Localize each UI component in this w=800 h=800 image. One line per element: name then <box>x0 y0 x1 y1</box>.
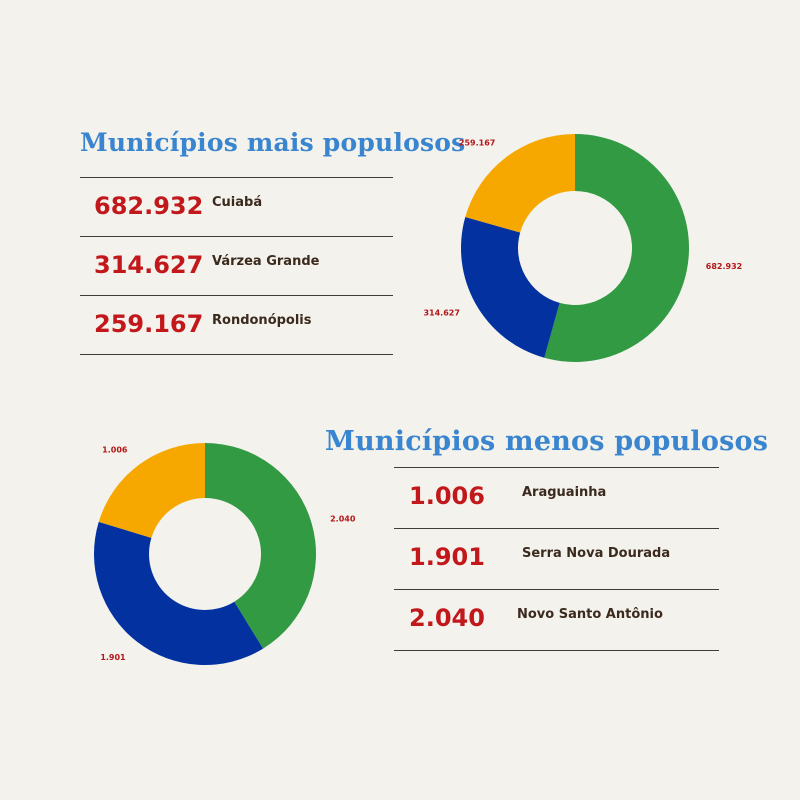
ranking-row <box>394 589 719 651</box>
least-populous-title: Municípios menos populosos <box>325 426 769 457</box>
donut-slice-varzea-grande <box>461 217 560 358</box>
donut-slice-araguainha <box>99 443 205 538</box>
least-populous-ranking <box>394 467 719 651</box>
donut-slice-label: 314.627 <box>423 308 460 318</box>
ranking-row <box>394 467 719 528</box>
ranking-row <box>80 295 393 355</box>
population-value: 259.167 <box>94 310 204 338</box>
donut-slice-label: 259.167 <box>458 138 496 148</box>
donut-slice-serra-nova-dourada <box>94 522 263 665</box>
municipality-name: Serra Nova Dourada <box>522 546 671 561</box>
donut-slice-label: 1.006 <box>102 445 128 455</box>
population-value: 314.627 <box>94 251 204 279</box>
ranking-row <box>80 236 393 295</box>
donut-slice-label: 2.040 <box>330 514 356 524</box>
most-populous-donut-chart <box>400 110 750 390</box>
most-populous-ranking <box>80 177 393 355</box>
most-populous-title: Municípios mais populosos <box>80 128 466 157</box>
donut-slice-rondonopolis <box>465 134 575 233</box>
population-value: 682.932 <box>94 192 204 220</box>
least-populous-donut-chart <box>60 420 360 690</box>
municipality-name: Novo Santo Antônio <box>517 607 663 622</box>
donut-slice-label: 682.932 <box>705 261 743 271</box>
ranking-row <box>80 177 393 236</box>
population-value: 1.901 <box>409 543 485 571</box>
municipality-name: Rondonópolis <box>212 313 312 328</box>
municipality-name: Várzea Grande <box>212 254 320 269</box>
ranking-row <box>394 528 719 589</box>
municipality-name: Cuiabá <box>212 195 263 210</box>
population-value: 2.040 <box>409 604 485 632</box>
population-value: 1.006 <box>409 482 485 510</box>
donut-slice-label: 1.901 <box>100 652 126 662</box>
municipality-name: Araguainha <box>522 485 607 500</box>
